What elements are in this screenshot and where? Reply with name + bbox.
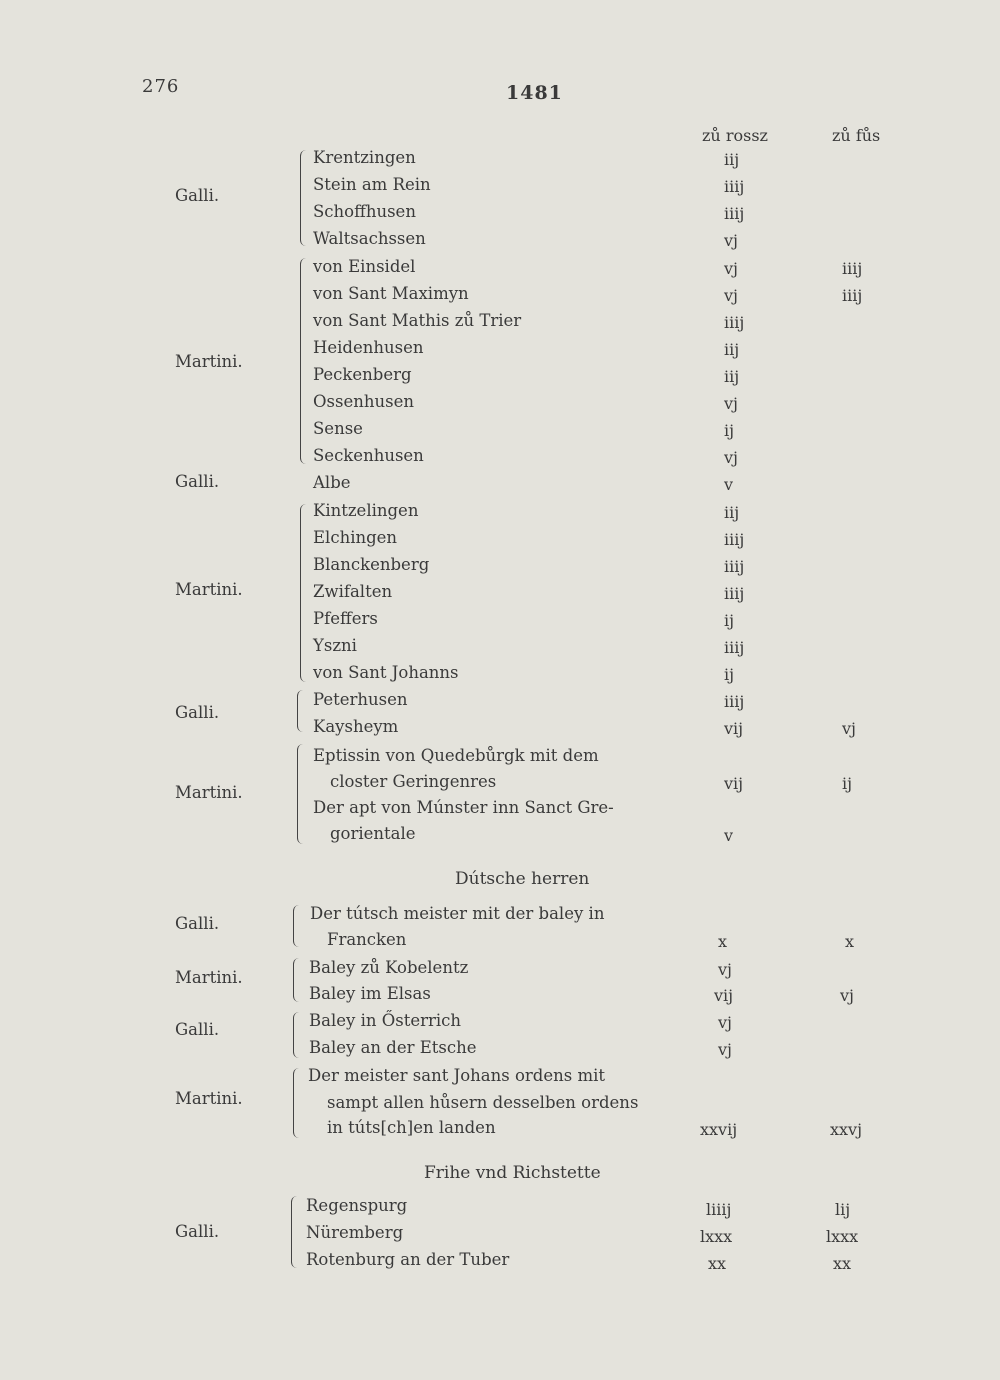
group-label: Galli. [175, 1020, 220, 1039]
group-label: Galli. [175, 703, 220, 722]
entry-name-continuation: Francken [327, 930, 407, 949]
entry-name: Zwifalten [313, 582, 393, 601]
group-label: Martini. [175, 968, 243, 987]
group-brace [293, 905, 300, 947]
entry-ross-value: iiij [724, 692, 745, 711]
entry-ross-value: vj [724, 259, 738, 278]
entry-name: Peterhusen [313, 690, 408, 709]
group-brace [297, 690, 304, 732]
entry-ross-value: xx [708, 1254, 727, 1273]
entry-fus-value: iiij [842, 286, 863, 305]
entry-name-continuation: closter Geringenres [330, 772, 497, 791]
entry-fus-value: x [845, 932, 855, 951]
entry-name: Baley zů Kobelentz [309, 958, 469, 977]
entry-name: Pfeffers [313, 609, 378, 628]
entry-name-continuation: gorientale [330, 824, 416, 843]
entry-name: Nüremberg [306, 1223, 404, 1242]
group-brace [300, 150, 307, 246]
entry-ross-value: iiij [724, 584, 745, 603]
entry-ross-value: iiij [724, 530, 745, 549]
entry-ross-value: v [724, 475, 734, 494]
entry-name-continuation: sampt allen hůsern desselben ordens [327, 1093, 639, 1112]
entry-name: Krentzingen [313, 148, 416, 167]
entry-name: Sense [313, 419, 363, 438]
entry-ross-value: iij [724, 340, 740, 359]
entry-fus-value: lij [835, 1200, 851, 1219]
entry-name: Peckenberg [313, 365, 412, 384]
group-label: Martini. [175, 580, 243, 599]
group-brace [300, 504, 307, 682]
entry-ross-value: vij [714, 986, 734, 1005]
entry-fus-value: ij [842, 774, 853, 793]
group-brace [300, 258, 307, 464]
entry-ross-value: iiij [724, 638, 745, 657]
entry-name: Elchingen [313, 528, 398, 547]
entry-name: Regenspurg [306, 1196, 408, 1215]
column-header-fus: zů fůs [832, 126, 881, 145]
entry-fus-value: lxxx [826, 1227, 859, 1246]
entry-name: Blanckenberg [313, 555, 430, 574]
entry-ross-value: vij [724, 719, 744, 738]
entry-name: Waltsachssen [313, 229, 426, 248]
entry-name: Baley an der Etsche [309, 1038, 477, 1057]
section-heading: Frihe vnd Richstette [424, 1163, 601, 1183]
entry-fus-value: vj [842, 719, 856, 738]
group-label: Martini. [175, 352, 243, 371]
entry-name: Der apt von Múnster inn Sanct Gre- [313, 798, 614, 817]
entry-ross-value: vij [724, 774, 744, 793]
entry-name: Heidenhusen [313, 338, 424, 357]
entry-name: Rotenburg an der Tuber [306, 1250, 510, 1269]
entry-ross-value: iiij [724, 557, 745, 576]
group-brace [293, 958, 300, 1002]
entry-ross-value: vj [724, 286, 738, 305]
entry-ross-value: vj [724, 394, 738, 413]
entry-ross-value: v [724, 826, 734, 845]
entry-ross-value: vj [718, 1040, 732, 1059]
entry-name-continuation: in túts[ch]en landen [327, 1118, 496, 1137]
group-brace [297, 744, 304, 844]
entry-name: von Sant Maximyn [313, 284, 469, 303]
entry-ross-value: x [718, 932, 728, 951]
entry-ross-value: vj [724, 448, 738, 467]
entry-ross-value: xxvij [700, 1120, 738, 1139]
page-number: 276 [142, 76, 180, 97]
page-heading-year: 1481 [506, 82, 563, 104]
group-brace [293, 1012, 300, 1058]
entry-ross-value: ij [724, 665, 735, 684]
entry-name: Yszni [313, 636, 357, 655]
group-brace [291, 1196, 298, 1268]
entry-ross-value: iij [724, 367, 740, 386]
entry-name: Stein am Rein [313, 175, 431, 194]
entry-name: von Einsidel [313, 257, 416, 276]
group-label: Galli. [175, 186, 220, 205]
group-label: Galli. [175, 1222, 220, 1241]
entry-name: Kaysheym [313, 717, 399, 736]
column-header-ross: zů rossz [702, 126, 768, 145]
entry-ross-value: iiij [724, 204, 745, 223]
group-label: Martini. [175, 1089, 243, 1108]
entry-ross-value: iij [724, 503, 740, 522]
entry-name: Albe [313, 473, 351, 492]
entry-ross-value: ij [724, 611, 735, 630]
group-brace [293, 1068, 300, 1138]
entry-fus-value: xx [833, 1254, 852, 1273]
entry-ross-value: lxxx [700, 1227, 733, 1246]
entry-name: Kintzelingen [313, 501, 419, 520]
entry-ross-value: liiij [706, 1200, 732, 1219]
entry-name: Seckenhusen [313, 446, 424, 465]
entry-fus-value: xxvj [830, 1120, 863, 1139]
entry-ross-value: iiij [724, 177, 745, 196]
entry-name: Eptissin von Quedebůrgk mit dem [313, 746, 599, 765]
entry-name: Baley im Elsas [309, 984, 431, 1003]
entry-ross-value: iij [724, 150, 740, 169]
entry-name: Der tútsch meister mit der baley in [310, 904, 605, 923]
entry-ross-value: vj [718, 960, 732, 979]
entry-ross-value: vj [724, 231, 738, 250]
entry-ross-value: ij [724, 421, 735, 440]
entry-name: Ossenhusen [313, 392, 414, 411]
entry-name: Baley in Ősterrich [309, 1011, 462, 1030]
group-label: Galli. [175, 914, 220, 933]
group-label: Galli. [175, 472, 220, 491]
entry-fus-value: iiij [842, 259, 863, 278]
entry-name: von Sant Johanns [313, 663, 459, 682]
entry-fus-value: vj [840, 986, 854, 1005]
entry-name: von Sant Mathis zů Trier [313, 311, 522, 330]
group-label: Martini. [175, 783, 243, 802]
section-heading: Dútsche herren [455, 869, 590, 889]
entry-ross-value: iiij [724, 313, 745, 332]
entry-ross-value: vj [718, 1013, 732, 1032]
entry-name: Der meister sant Johans ordens mit [308, 1066, 606, 1085]
entry-name: Schoffhusen [313, 202, 416, 221]
